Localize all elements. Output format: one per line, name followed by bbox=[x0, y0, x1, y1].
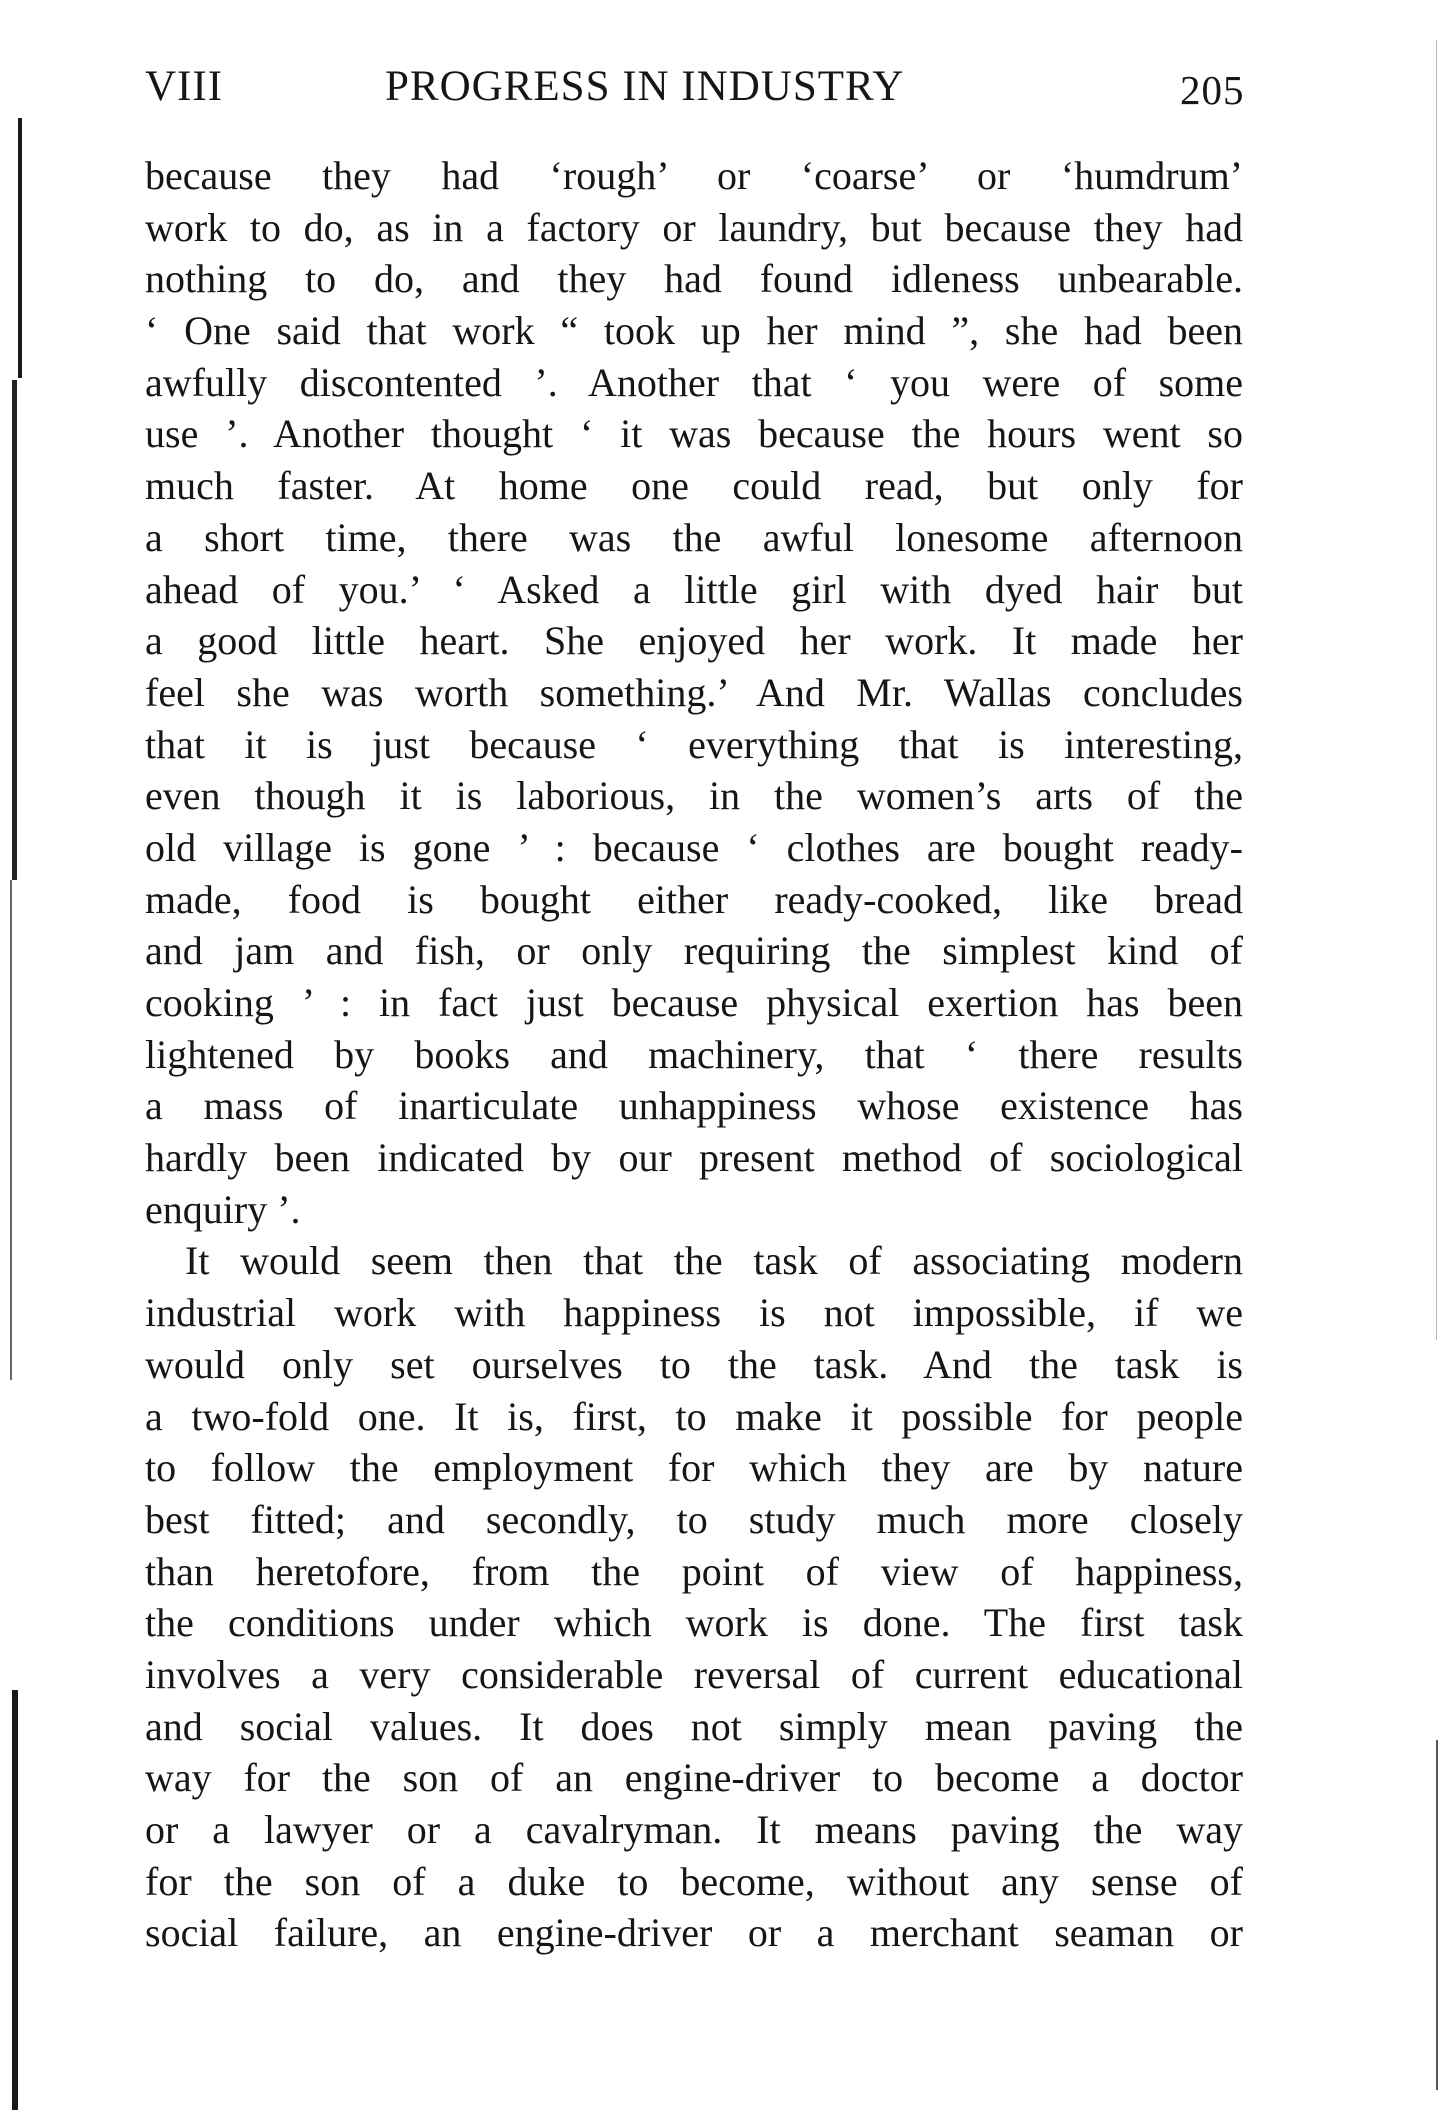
text-line: work to do, as in a factory or laundry, but because they had bbox=[145, 204, 1243, 250]
page-edge-mark bbox=[1436, 40, 1437, 1340]
text-line: for the son of a duke to become, without any sense of bbox=[145, 1858, 1243, 1904]
text-line: lightened by books and machinery, that ‘ there results bbox=[145, 1031, 1243, 1077]
paragraph-first-line: It would seem then that the task of associating modern bbox=[185, 1238, 1243, 1284]
text-line: made, food is bought either ready-cooked, like bread bbox=[145, 876, 1243, 922]
text-line: much faster. At home one could read, but only for bbox=[145, 463, 1243, 509]
text-line: or a lawyer or a cavalryman. It means paving the way bbox=[145, 1807, 1243, 1852]
text-line: a two-fold one. It is, first, to make it possible for people bbox=[145, 1393, 1243, 1439]
text-line: social failure, an engine-driver or a merchant seaman or bbox=[145, 1910, 1243, 1956]
text-line: feel she was worth something.’ And Mr. Wallas concludes bbox=[145, 669, 1243, 715]
text-line: best fitted; and secondly, to study much more closely bbox=[145, 1496, 1243, 1542]
running-title: PROGRESS IN INDUSTRY bbox=[385, 63, 905, 110]
binding-edge-mark bbox=[10, 880, 12, 1380]
text-line: enquiry ’. bbox=[145, 1186, 301, 1232]
text-line: ahead of you.’ ‘ Asked a little girl with dyed hair but bbox=[145, 566, 1243, 612]
binding-edge-mark bbox=[18, 118, 22, 378]
text-line: because they had ‘rough’ or ‘coarse’ or ‘humdrum’ bbox=[145, 153, 1243, 198]
binding-edge-mark bbox=[12, 1690, 18, 2110]
running-head bbox=[145, 62, 1245, 122]
text-line: ‘ One said that work “ took up her mind ”, she had been bbox=[145, 308, 1243, 354]
text-line: involves a very considerable reversal of current educational bbox=[145, 1651, 1243, 1697]
text-line: industrial work with happiness is not impossible, if we bbox=[145, 1290, 1243, 1336]
text-line: use ’. Another thought ‘ it was because the hours went so bbox=[145, 411, 1243, 457]
text-line: and social values. It does not simply mean paving the bbox=[145, 1703, 1243, 1749]
body-text bbox=[145, 150, 1243, 1959]
chapter-number: VIII bbox=[145, 63, 224, 110]
text-line: awfully discontented ’. Another that ‘ you were of some bbox=[145, 359, 1243, 405]
text-line: that it is just because ‘ everything that is interesting, bbox=[145, 721, 1243, 767]
text-line: a short time, there was the awful lonesome afternoon bbox=[145, 514, 1243, 560]
page-edge-mark bbox=[1436, 1740, 1438, 2090]
text-line: way for the son of an engine-driver to become a doctor bbox=[145, 1755, 1243, 1801]
text-line: would only set ourselves to the task. And the task is bbox=[145, 1341, 1243, 1387]
page-number: 205 bbox=[1180, 67, 1245, 113]
text-line: a good little heart. She enjoyed her work. It made her bbox=[145, 618, 1243, 664]
text-line: cooking ’ : in fact just because physical exertion has been bbox=[145, 980, 1243, 1025]
text-line: even though it is laborious, in the women’s arts of the bbox=[145, 773, 1243, 819]
text-line: a mass of inarticulate unhappiness whose existence has bbox=[145, 1083, 1243, 1129]
text-line: old village is gone ’ : because ‘ clothes are bought ready- bbox=[145, 824, 1243, 870]
text-line: hardly been indicated by our present method of sociological bbox=[145, 1135, 1243, 1181]
binding-edge-mark bbox=[12, 380, 17, 880]
text-line: to follow the employment for which they are by nature bbox=[145, 1445, 1243, 1491]
text-line: and jam and fish, or only requiring the simplest kind of bbox=[145, 928, 1243, 974]
text-line: nothing to do, and they had found idleness unbearable. bbox=[145, 256, 1243, 302]
text-line: the conditions under which work is done. The first task bbox=[145, 1600, 1243, 1646]
text-line: than heretofore, from the point of view of happiness, bbox=[145, 1548, 1243, 1594]
